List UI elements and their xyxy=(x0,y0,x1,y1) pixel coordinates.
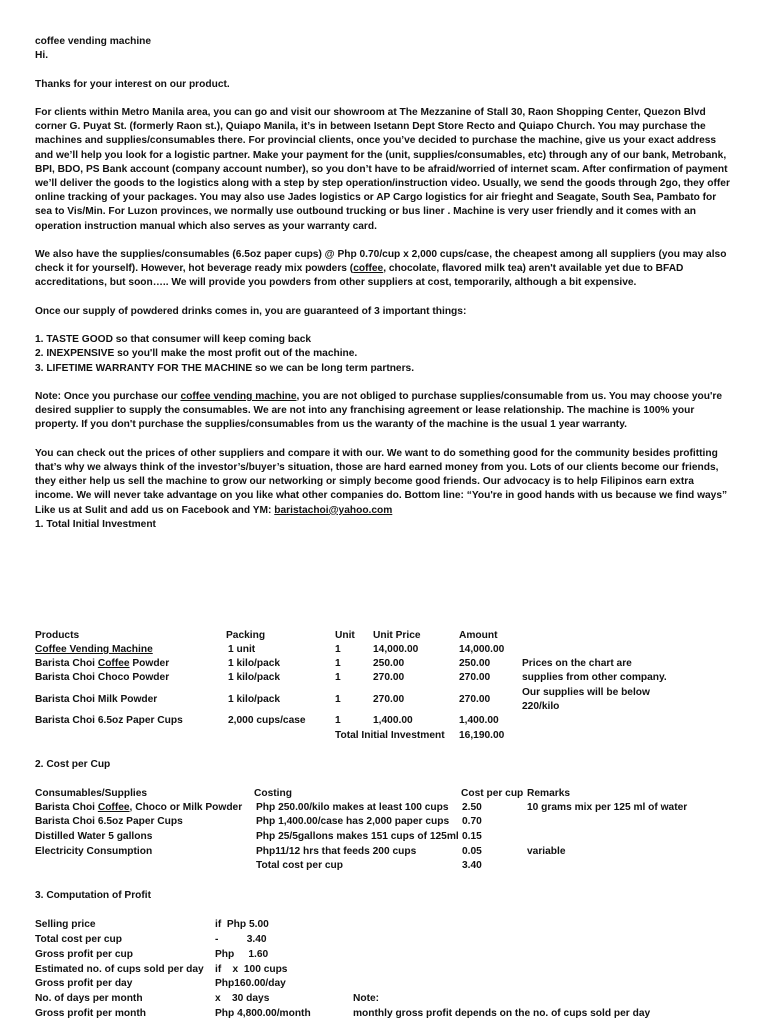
profit-label: Gross profit per cup xyxy=(35,949,133,960)
coffee-link[interactable]: Coffee xyxy=(97,658,130,669)
col-header-unit-price: Unit Price xyxy=(373,630,421,641)
table-cell: 1 xyxy=(335,672,341,683)
table-cell: 2,000 cups/case xyxy=(228,715,306,726)
profit-value: - 3.40 xyxy=(215,934,267,945)
total-investment-label: Total Initial Investment xyxy=(335,730,445,741)
table-cell: 14,000.00 xyxy=(373,644,419,655)
table-cell: 250.00 xyxy=(459,658,491,669)
list-item: 2. INEXPENSIVE so you'll make the most profit out of the machine. xyxy=(35,348,358,360)
profit-value: if Php 5.00 xyxy=(215,919,269,930)
col-header-consumables: Consumables/Supplies xyxy=(35,788,148,799)
table-cell: 0.70 xyxy=(462,816,482,827)
table-cell: 1,400.00 xyxy=(373,715,413,726)
table-cell: 270.00 xyxy=(459,694,491,705)
table-row-product: Barista Choi Choco Powder xyxy=(35,672,170,683)
table-cell: 1,400.00 xyxy=(459,715,499,726)
section-title-profit: 3. Computation of Profit xyxy=(35,890,152,901)
profit-label: Total cost per cup xyxy=(35,934,122,945)
side-note-line: Prices on the chart are xyxy=(522,658,632,669)
subject-line: coffee vending machine xyxy=(35,36,152,47)
coffee-vending-machine-link[interactable]: Coffee Vending Machine xyxy=(35,644,153,655)
total-investment-value: 16,190.00 xyxy=(459,730,505,741)
table-cell: 1 kilo/pack xyxy=(228,658,281,669)
table-cell: 1 xyxy=(335,715,341,726)
profit-label: No. of days per month xyxy=(35,993,143,1004)
table-cell: 250.00 xyxy=(373,658,405,669)
total-cost-label: Total cost per cup xyxy=(256,860,343,871)
col-header-products: Products xyxy=(35,630,80,641)
table-row-product: Barista Choi Milk Powder xyxy=(35,694,158,705)
section-title-investment: 1. Total Initial Investment xyxy=(35,518,156,530)
profit-note-label: Note: xyxy=(353,993,380,1004)
table-cell: 1 xyxy=(335,694,341,705)
table-row-item: Barista Choi Coffee, Choco or Milk Powder xyxy=(35,802,243,813)
table-row-item: Distilled Water 5 gallons xyxy=(35,831,153,842)
col-header-costing: Costing xyxy=(254,788,292,799)
list-item: 3. LIFETIME WARRANTY FOR THE MACHINE so we can be long term partners. xyxy=(35,362,415,374)
profit-value: if x 100 cups xyxy=(215,964,288,975)
total-cost-value: 3.40 xyxy=(462,860,482,871)
table-cell: 270.00 xyxy=(373,672,405,683)
coffee-link[interactable]: Coffee xyxy=(97,802,130,813)
side-note-line: supplies from other company. xyxy=(522,672,667,683)
table-cell: Php11/12 hrs that feeds 200 cups xyxy=(256,846,417,857)
coffee-link[interactable]: coffee xyxy=(353,263,384,275)
profit-label: Gross profit per month xyxy=(35,1008,146,1019)
table-cell: Php 250.00/kilo makes at least 100 cups xyxy=(256,802,449,813)
email-link[interactable]: baristachoi@yahoo.com xyxy=(274,504,393,516)
supplies-paragraph: We also have the supplies/consumables (6.5oz paper cups) @ Php 0.70/cup x 2,000 cups/case, the cheapest among all suppliers (you may also check it for yourself). However, hot beverage ready mix powders (coffee, chocolate, flavored milk tea) aren't available yet due to BFAD accreditations, but soon….. We will provide you powders from other suppliers at cost, temporarily, although a bit expensive. xyxy=(35,249,727,289)
table-row-product: Barista Choi 6.5oz Paper Cups xyxy=(35,715,183,726)
profit-value: Php 1.60 xyxy=(215,949,269,960)
col-header-unit: Unit xyxy=(335,630,355,641)
col-header-remarks: Remarks xyxy=(527,788,571,799)
table-row-item: Barista Choi 6.5oz Paper Cups xyxy=(35,816,183,827)
profit-label: Estimated no. of cups sold per day xyxy=(35,964,204,975)
profit-label: Selling price xyxy=(35,919,96,930)
email-body xyxy=(35,35,735,532)
col-header-packing: Packing xyxy=(226,630,266,641)
table-cell: 1 xyxy=(335,658,341,669)
profit-value: x 30 days xyxy=(215,993,270,1004)
thanks-line: Thanks for your interest on our product. xyxy=(35,78,230,90)
profit-value: Php 4,800.00/month xyxy=(215,1008,311,1019)
table-cell: 1 unit xyxy=(228,644,256,655)
intro-paragraph: For clients within Metro Manila area, you can go and visit our showroom at The Mezzanine of Stall 30, Raon Shopping Center, Quezon Blvd corner G. Puyat St. (formerly Raon st.), Quiapo Manila, it’s in between Isetann Dept Store Recto and Quiapo Church. You may purchase the machines and supplies/consumables there. For provincial clients, once you’ve decided to purchase the machine, give us your exact address and we’ll help you look for a logistic partner. Make your payment for the (unit, supplies/consumables, etc) through any of our bank, Metrobank, BPI, BDO, PS Bank account (company account number), so you don’t have to be afraid/worried of internet scam. After confirmation of payment we’ll deliver the goods to the logistics along with a step by step operation/instruction video. Usually, we send the goods through 2go, they offer online tracking of your packages. You may also use Jades logistics or AP Cargo logistics for air frieght and Seagate, South Sea, Pambato for sea to Vis/Min. For Luzon provinces, we normally use outbound trucking or bus liner . Machine is very user friendly and it comes with an operation instruction manual which also serves as your warranty card. xyxy=(35,106,730,232)
table-cell: 1 kilo/pack xyxy=(228,672,281,683)
profit-label: Gross profit per day xyxy=(35,978,133,989)
section-title-cost: 2. Cost per Cup xyxy=(35,759,111,770)
table-cell: 10 grams mix per 125 ml of water xyxy=(527,802,688,813)
table-cell: variable xyxy=(527,846,566,857)
greeting: Hi. xyxy=(35,50,49,62)
coffee-vending-machine-link[interactable]: coffee vending machine xyxy=(180,390,297,402)
guarantee-intro: Once our supply of powdered drinks comes in, you are guaranteed of 3 important things: xyxy=(35,305,467,317)
table-cell: Php 25/5gallons makes 151 cups of 125ml xyxy=(256,831,459,842)
table-cell: 1 kilo/pack xyxy=(228,694,281,705)
table-row-item: Electricity Consumption xyxy=(35,846,153,857)
profit-note-text: monthly gross profit depends on the no. of cups sold per day xyxy=(353,1008,651,1019)
table-cell: 270.00 xyxy=(373,694,405,705)
table-cell: 14,000.00 xyxy=(459,644,505,655)
profit-value: Php160.00/day xyxy=(215,978,286,989)
table-row-product: Barista Choi Coffee Powder xyxy=(35,658,170,669)
note-paragraph: Note: Once you purchase our coffee vending machine, you are not obliged to purchase supplies/consumable from us. You may choose you're desired supplier to supply the consumables. We are not into any franchising agreement or lease relationship. The machine is 100% your property. If you don't purchase the supplies/consumables from us the waranty of the machine is the usual 1 year warranty. xyxy=(35,390,723,431)
table-cell: 1 xyxy=(335,644,341,655)
advocacy-paragraph: You can check out the prices of other suppliers and compare it with our. We want to do something good for the community besides profitting that’s why we always think of the investor’s/buyer’s situation, those are hard earned money from you. Lots of our clients become our friends, they either help us sell the machine to grow our networking or simply become good friends. Our advocacy is to help Filipinos earn extra income. We will never take advantage on you like what other companies do. Bottom line: “You're in good hands with us because we find ways” Like us at Sulit and add us on Facebook and YM: baristachoi@yahoo.com xyxy=(35,447,728,516)
table-cell: 2.50 xyxy=(462,802,482,813)
table-row-product xyxy=(35,643,153,657)
table-cell: 0.15 xyxy=(462,831,482,842)
side-note-line: 220/kilo xyxy=(522,701,560,712)
table-cell: 270.00 xyxy=(459,672,491,683)
list-item: 1. TASTE GOOD so that consumer will keep coming back xyxy=(35,334,312,346)
side-note-line: Our supplies will be below xyxy=(522,687,650,698)
col-header-amount: Amount xyxy=(459,630,498,641)
col-header-cost-per-cup: Cost per cup xyxy=(461,788,524,799)
table-cell: 0.05 xyxy=(462,846,482,857)
table-cell: Php 1,400.00/case has 2,000 paper cups xyxy=(256,816,450,827)
